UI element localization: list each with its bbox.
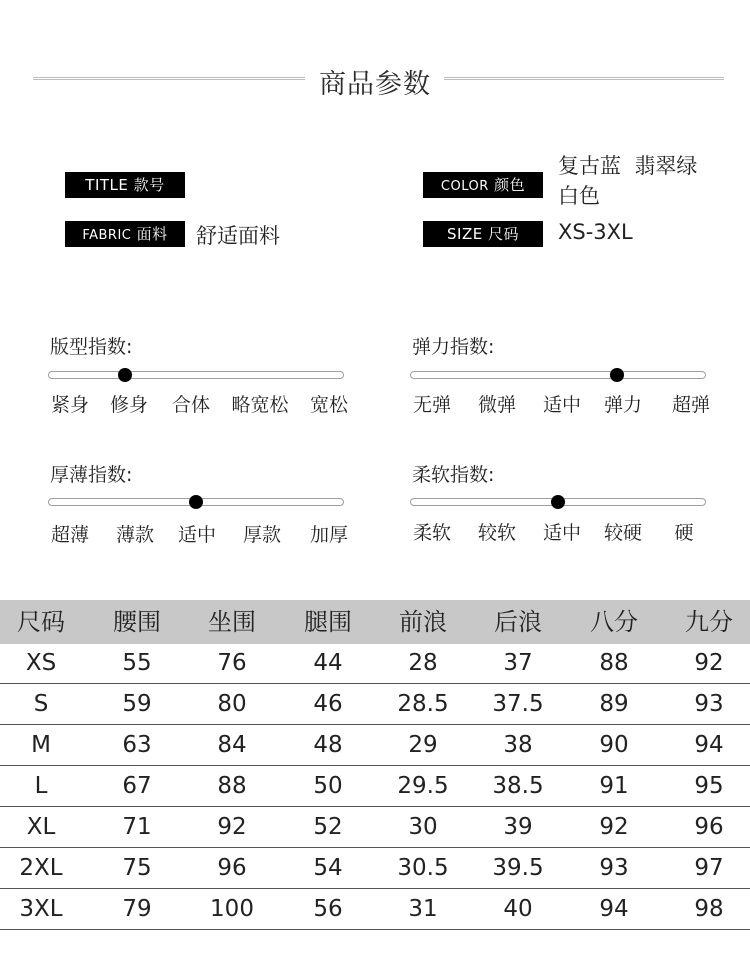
fit-option: 略宽松 (231, 394, 289, 416)
fabric-tag-en: FABRIC (82, 228, 132, 243)
softness-option: 较软 (477, 522, 517, 544)
table-cell: 76 (217, 650, 247, 676)
table-cell: 59 (122, 691, 152, 717)
table-row (0, 643, 750, 684)
table-cell: 71 (122, 814, 152, 840)
elasticity-option: 适中 (542, 394, 582, 416)
size-tag-cn: 尺码 (487, 225, 519, 243)
table-cell: 38.5 (492, 773, 544, 799)
table-cell: 91 (599, 773, 629, 799)
fit-index-track (48, 371, 344, 379)
size-table-header (0, 600, 750, 644)
elasticity-index-marker (610, 368, 624, 382)
table-cell: 30 (408, 814, 438, 840)
softness-option: 适中 (542, 522, 582, 544)
table-cell: 28 (408, 650, 438, 676)
table-cell: 37 (503, 650, 533, 676)
table-cell: XS (25, 650, 57, 676)
table-cell: 37.5 (492, 691, 544, 717)
softness-option: 较硬 (603, 522, 643, 544)
softness-index-title: 柔软指数: (412, 464, 495, 486)
table-cell: 29.5 (397, 773, 449, 799)
table-cell: 30.5 (397, 855, 449, 881)
table-cell: 29 (408, 732, 438, 758)
table-cell: M (31, 732, 51, 758)
fit-index-marker (118, 368, 132, 382)
header-divider-left (33, 77, 305, 80)
table-cell: 96 (217, 855, 247, 881)
softness-option: 柔软 (412, 522, 452, 544)
table-header-cell: 八分 (590, 608, 638, 636)
table-header-cell: 后浪 (494, 608, 542, 636)
table-row (0, 684, 750, 725)
color-value-line1: 复古蓝 翡翠绿 (558, 154, 698, 178)
table-cell: L (34, 773, 48, 799)
table-cell: 95 (694, 773, 724, 799)
fit-option: 合体 (171, 394, 211, 416)
table-cell: 94 (694, 732, 724, 758)
table-cell: 67 (122, 773, 152, 799)
table-cell: 39.5 (492, 855, 544, 881)
table-cell: 63 (122, 732, 152, 758)
title-tag-cn: 款号 (133, 176, 165, 194)
table-cell: 100 (210, 896, 254, 922)
table-row (0, 766, 750, 807)
table-row (0, 889, 750, 930)
softness-index-marker (551, 495, 565, 509)
table-cell: 44 (313, 650, 343, 676)
page-title: 商品参数 (319, 69, 431, 100)
fit-option: 紧身 (50, 394, 90, 416)
table-cell: 38 (503, 732, 533, 758)
thickness-index-title: 厚薄指数: (50, 464, 133, 486)
fabric-tag-cn: 面料 (136, 225, 168, 243)
table-cell: 55 (122, 650, 152, 676)
table-row (0, 725, 750, 766)
table-cell: 39 (503, 814, 533, 840)
softness-option: 硬 (674, 522, 694, 544)
title-tag (65, 172, 185, 198)
table-header-cell: 腿围 (304, 608, 352, 636)
elasticity-index-track (410, 371, 706, 379)
table-cell: 80 (217, 691, 247, 717)
table-cell: 97 (694, 855, 724, 881)
table-cell: 88 (599, 650, 629, 676)
table-cell: 48 (313, 732, 343, 758)
size-tag-en: SIZE (447, 225, 483, 243)
table-cell: 93 (694, 691, 724, 717)
thickness-option: 超薄 (50, 524, 90, 546)
table-row (0, 807, 750, 848)
table-cell: 56 (313, 896, 343, 922)
table-cell: S (33, 691, 49, 717)
fabric-tag (65, 221, 185, 247)
size-tag (423, 221, 543, 247)
fit-index-title: 版型指数: (50, 336, 133, 358)
table-header-cell: 前浪 (399, 608, 447, 636)
elasticity-option: 微弹 (477, 394, 517, 416)
size-value: XS-3XL (558, 220, 633, 244)
thickness-option: 加厚 (309, 524, 349, 546)
table-cell: 46 (313, 691, 343, 717)
table-cell: 79 (122, 896, 152, 922)
table-cell: 94 (599, 896, 629, 922)
table-cell: 92 (694, 650, 724, 676)
table-cell: 3XL (19, 896, 63, 922)
fit-option: 宽松 (309, 394, 349, 416)
color-value-line2: 白色 (558, 184, 600, 208)
color-tag-en: COLOR (440, 179, 489, 194)
table-cell: 88 (217, 773, 247, 799)
header-divider-right (444, 77, 724, 80)
table-cell: 93 (599, 855, 629, 881)
table-cell: 98 (694, 896, 724, 922)
elasticity-option: 弹力 (603, 394, 643, 416)
color-tag (423, 172, 543, 198)
thickness-option: 厚款 (242, 524, 282, 546)
table-cell: 89 (599, 691, 629, 717)
table-cell: 52 (313, 814, 343, 840)
table-cell: 90 (599, 732, 629, 758)
table-cell: 54 (313, 855, 343, 881)
table-cell: XL (26, 814, 56, 840)
elasticity-index-title: 弹力指数: (412, 336, 495, 358)
table-cell: 92 (599, 814, 629, 840)
fabric-value: 舒适面料 (196, 224, 280, 248)
color-tag-cn: 颜色 (494, 176, 526, 194)
elasticity-option: 超弹 (671, 394, 711, 416)
table-cell: 28.5 (397, 691, 449, 717)
table-row (0, 848, 750, 889)
table-header-cell: 坐围 (208, 608, 256, 636)
title-tag-en: TITLE (85, 176, 129, 194)
table-header-cell: 腰围 (113, 608, 161, 636)
table-cell: 2XL (19, 855, 63, 881)
table-cell: 50 (313, 773, 343, 799)
table-header-cell: 尺码 (17, 608, 65, 636)
table-cell: 96 (694, 814, 724, 840)
table-header-cell: 九分 (685, 608, 733, 636)
table-cell: 92 (217, 814, 247, 840)
table-cell: 84 (217, 732, 247, 758)
elasticity-option: 无弹 (412, 394, 452, 416)
thickness-option: 薄款 (115, 524, 155, 546)
thickness-index-marker (189, 495, 203, 509)
thickness-option: 适中 (177, 524, 217, 546)
table-cell: 31 (408, 896, 438, 922)
table-cell: 40 (503, 896, 533, 922)
fit-option: 修身 (109, 394, 149, 416)
table-cell: 75 (122, 855, 152, 881)
